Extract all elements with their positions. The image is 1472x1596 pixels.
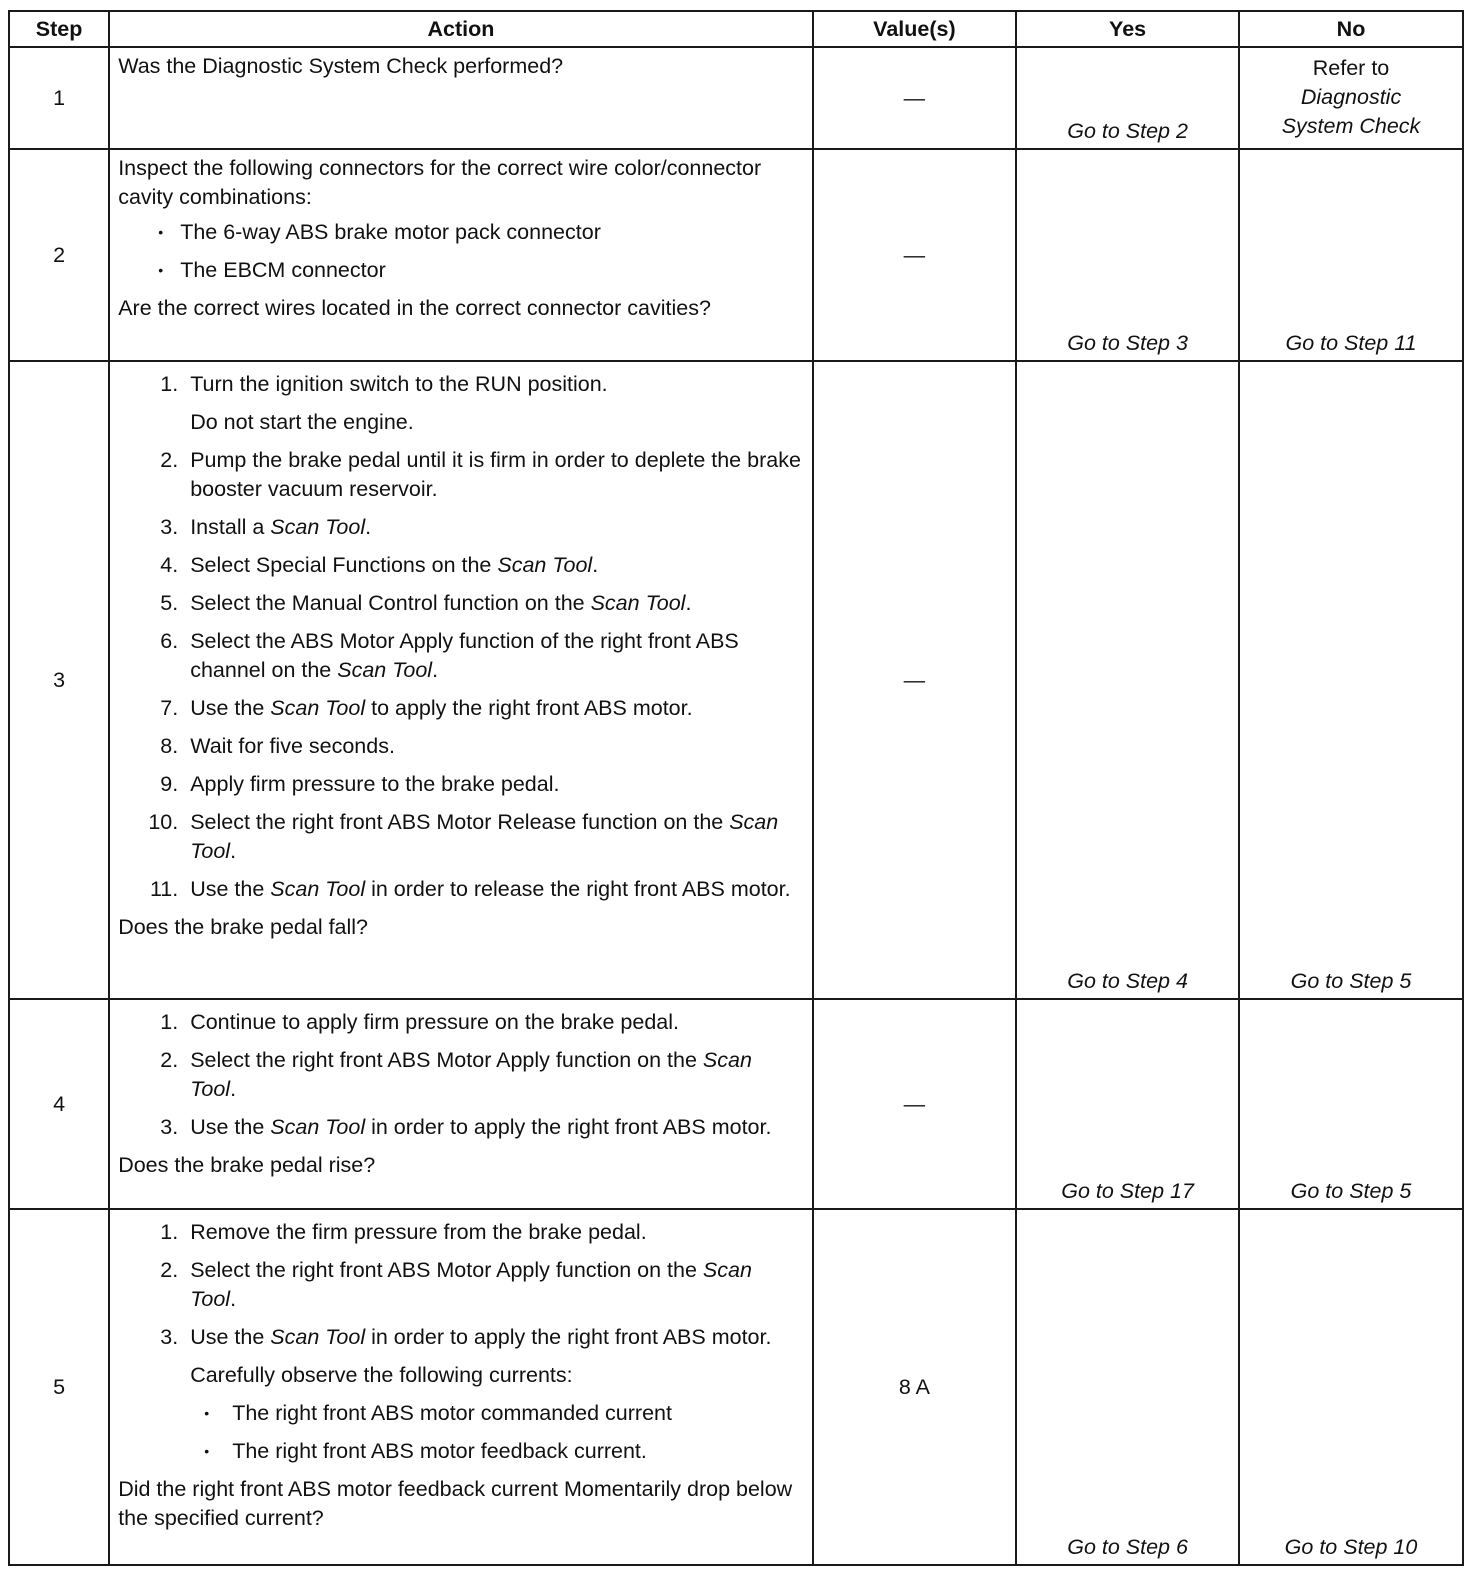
header-step: Step: [9, 11, 109, 47]
no-cell: Go to Step 5: [1239, 999, 1463, 1209]
action-cell: [109, 47, 812, 149]
list-item: 4. Select Special Functions on the Scan Tool.: [184, 551, 803, 580]
yes-cell: Go to Step 6: [1016, 1209, 1239, 1565]
table-row-step-3: [9, 361, 1463, 999]
list-item: 3. Use the Scan Tool in order to apply the right front ABS motor. Carefully observe the following currents: • The right front ABS motor commanded current • The right front ABS motor feedback current.: [184, 1323, 803, 1466]
table-row-step-4: [9, 999, 1463, 1209]
list-item: 10. Select the right front ABS Motor Release function on the Scan Tool.: [184, 808, 803, 866]
list-item: 11. Use the Scan Tool in order to release the right front ABS motor.: [184, 875, 803, 904]
table-row-step-1: [9, 47, 1463, 149]
procedure-list: [118, 1218, 803, 1466]
no-cell: Go to Step 5: [1239, 361, 1463, 999]
header-action: Action: [109, 11, 812, 47]
list-item: 2. Select the right front ABS Motor Apply function on the Scan Tool.: [184, 1046, 803, 1104]
list-item: 1. Remove the firm pressure from the brake pedal.: [184, 1218, 803, 1247]
step-number: 3: [9, 361, 109, 999]
step-number: 5: [9, 1209, 109, 1565]
step-number: 1: [9, 47, 109, 149]
no-line: System Check: [1281, 114, 1421, 138]
header-no: No: [1239, 11, 1463, 47]
action-question: Does the brake pedal rise?: [118, 1153, 376, 1177]
list-item: 1. Continue to apply firm pressure on the brake pedal.: [184, 1008, 803, 1037]
procedure-list: [118, 1008, 803, 1142]
no-cell: Go to Step 10: [1239, 1209, 1463, 1565]
list-item: 2. Select the right front ABS Motor Apply function on the Scan Tool.: [184, 1256, 803, 1314]
value-cell: —: [813, 361, 1016, 999]
header-yes: Yes: [1016, 11, 1239, 47]
list-item: 7. Use the Scan Tool to apply the right front ABS motor.: [184, 694, 803, 723]
action-cell: [109, 149, 812, 361]
list-item: 1. Turn the ignition switch to the RUN position. Do not start the engine.: [184, 370, 803, 437]
header-row: [9, 11, 1463, 47]
list-item: 2. Pump the brake pedal until it is firm in order to deplete the brake booster vacuum reservoir.: [184, 446, 803, 504]
list-item: 3. Install a Scan Tool.: [184, 513, 803, 542]
yes-cell: Go to Step 4: [1016, 361, 1239, 999]
action-question: Did the right front ABS motor feedback current Momentarily drop below the specified current?: [118, 1477, 793, 1530]
action-question: Are the correct wires located in the correct connector cavities?: [118, 296, 711, 320]
yes-cell: Go to Step 2: [1016, 47, 1239, 149]
list-item: • The 6-way ABS brake motor pack connector: [180, 218, 803, 247]
action-question: Does the brake pedal fall?: [118, 915, 369, 939]
list-item: 8. Wait for five seconds.: [184, 732, 803, 761]
step-number: 2: [9, 149, 109, 361]
current-list: [190, 1399, 803, 1466]
list-item: • The EBCM connector: [180, 256, 803, 285]
value-cell: —: [813, 47, 1016, 149]
no-line: Refer to: [1312, 56, 1390, 80]
list-item: 9. Apply firm pressure to the brake pedal.: [184, 770, 803, 799]
no-cell: [1239, 47, 1463, 149]
list-item: 5. Select the Manual Control function on the Scan Tool.: [184, 589, 803, 618]
diagnostic-table: [8, 10, 1464, 1566]
action-intro: Inspect the following connectors for the correct wire color/connector cavity combinations:: [118, 156, 762, 209]
list-item: • The right front ABS motor feedback current.: [226, 1437, 803, 1466]
yes-cell: Go to Step 17: [1016, 999, 1239, 1209]
table-row-step-5: [9, 1209, 1463, 1565]
value-cell: —: [813, 999, 1016, 1209]
action-cell: [109, 1209, 812, 1565]
observe-text: Carefully observe the following currents:: [190, 1363, 573, 1387]
value-cell: —: [813, 149, 1016, 361]
header-value: Value(s): [813, 11, 1016, 47]
yes-cell: Go to Step 3: [1016, 149, 1239, 361]
step-number: 4: [9, 999, 109, 1209]
list-item: • The right front ABS motor commanded current: [226, 1399, 803, 1428]
value-cell: 8 A: [813, 1209, 1016, 1565]
table-row-step-2: [9, 149, 1463, 361]
connector-list: [118, 218, 803, 285]
procedure-list: [118, 370, 803, 904]
list-item: 6. Select the ABS Motor Apply function of the right front ABS channel on the Scan Tool.: [184, 627, 803, 685]
no-cell: Go to Step 11: [1239, 149, 1463, 361]
no-line: Diagnostic: [1300, 85, 1402, 109]
action-question: Was the Diagnostic System Check performed?: [118, 54, 564, 78]
action-cell: [109, 361, 812, 999]
list-item: 3. Use the Scan Tool in order to apply the right front ABS motor.: [184, 1113, 803, 1142]
action-cell: [109, 999, 812, 1209]
